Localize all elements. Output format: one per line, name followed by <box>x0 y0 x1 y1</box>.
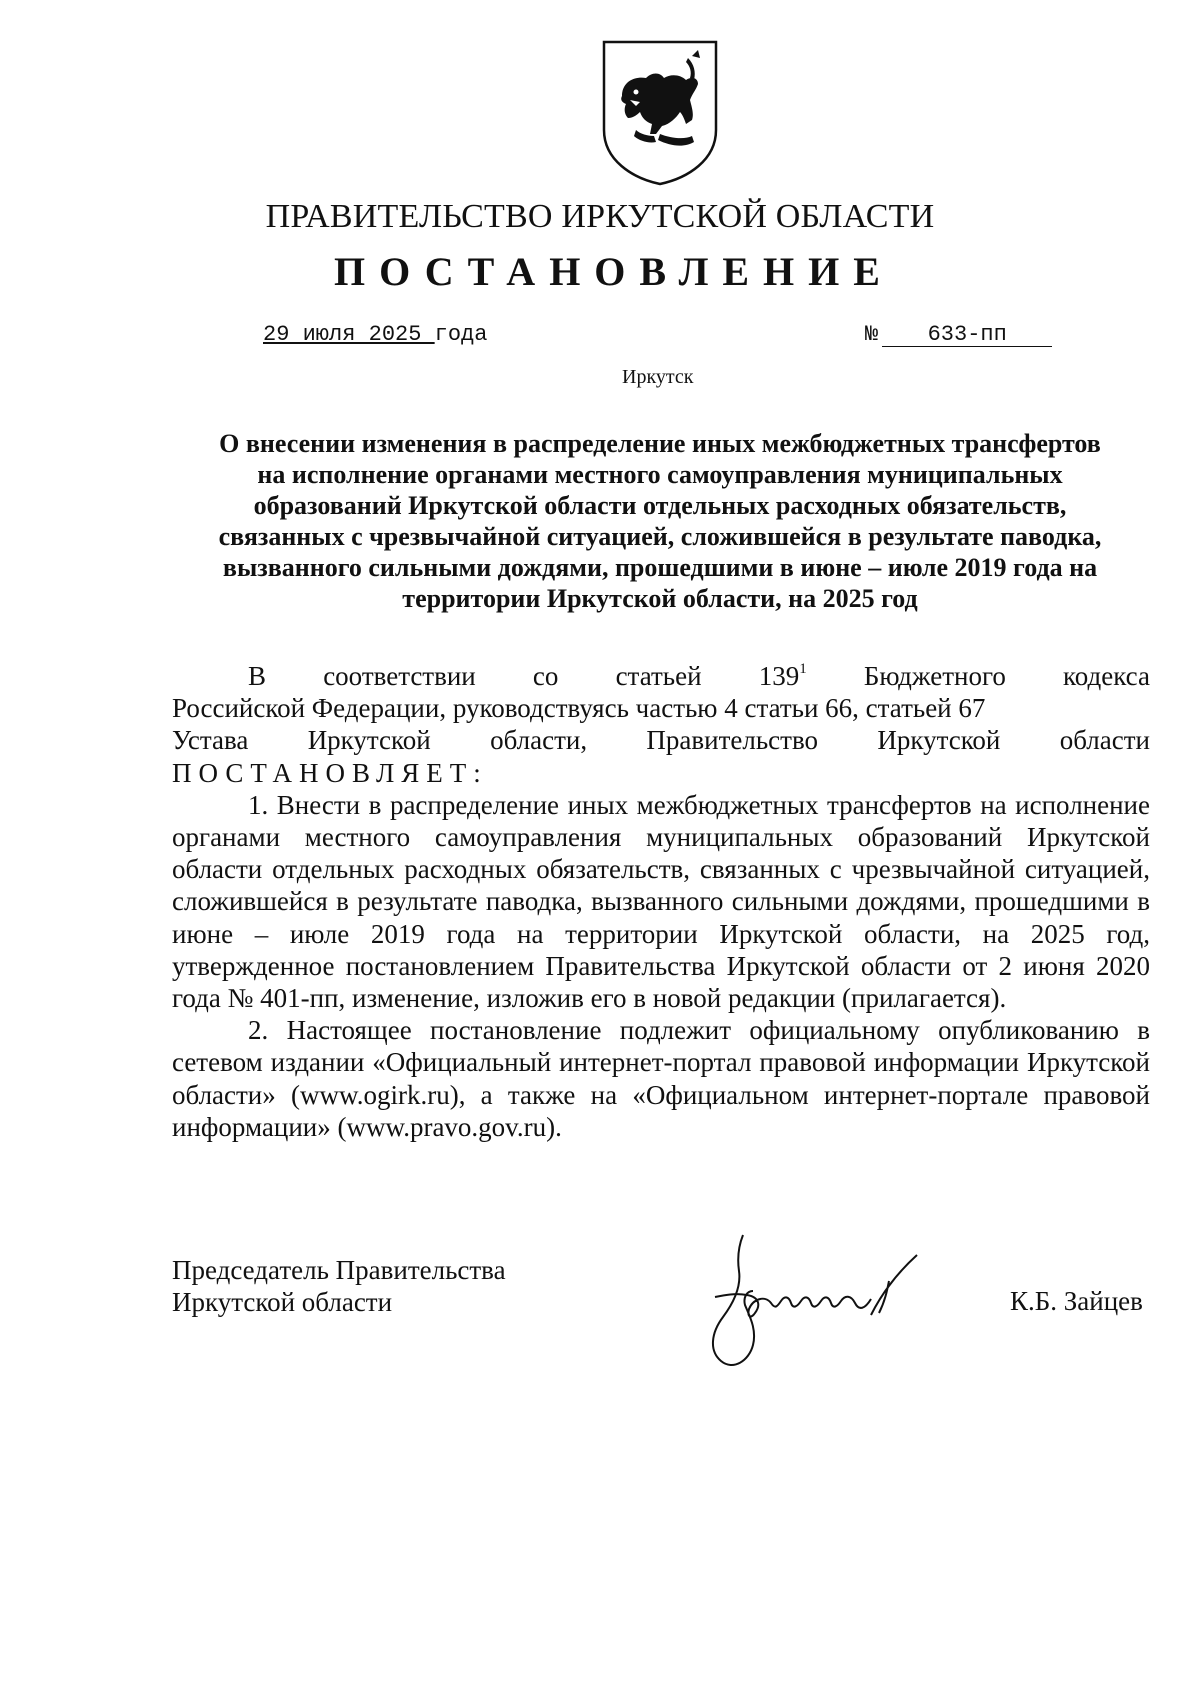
handwritten-signature-icon <box>695 1225 965 1375</box>
signer-name: К.Б. Зайцев <box>1010 1286 1143 1316</box>
preamble-line <box>172 660 1150 692</box>
signer-position <box>172 1254 506 1318</box>
preamble-word: со <box>532 661 559 691</box>
date-suffix: года <box>434 322 488 347</box>
document-date <box>263 322 487 347</box>
preamble-word: Иркутской <box>877 725 1001 756</box>
decree-word <box>172 757 1150 789</box>
number-label: № <box>865 322 879 347</box>
number-value: 633-пп <box>882 324 1052 347</box>
title-line: на исполнение органами местного самоуправления муниципальных <box>257 460 1063 489</box>
irkutsk-coat-of-arms-icon <box>600 38 720 188</box>
title-line: вызванного сильными дождями, прошедшими в июне – июле 2019 года на <box>222 553 1098 582</box>
preamble-word: В <box>248 661 267 691</box>
document-number <box>865 322 1052 347</box>
item-2: 2. Настоящее постановление подлежит официальному опубликованию в сетевом издании «Официальный интернет-портал правовой информации Иркутской области» (www.ogirk.ru), а также на «Официальном интернет-портале правовой информации» (www.pravo.gov.ru). <box>172 1015 1150 1142</box>
title-line: территории Иркутской области, на 2025 год <box>402 584 918 613</box>
preamble-word: области, <box>490 725 588 756</box>
document-title <box>170 428 1150 614</box>
preamble-word: соответствии <box>323 661 476 691</box>
position-line: Иркутской области <box>172 1287 393 1317</box>
preamble-word: статьей <box>615 661 702 691</box>
decree-word-text: ПОСТАНОВЛЯЕТ: <box>172 757 488 788</box>
item-1: 1. Внести в распределение иных межбюджетных трансфертов на исполнение органами местного самоуправления муниципальных образований Иркутской области отдельных расходных обязательств, связанных с чрезвычайной ситуацией, сложившейся в результате паводка, вызванного сильными дождями, прошедшими в июне – июле 2019 года на территории Иркутской области, на 2025 год, утвержденное постановлением Правительства Иркутской области от 2 июня 2020 года № 401-пп, изменение, изложив его в новой редакции (прилагается). <box>172 789 1150 1014</box>
preamble-line <box>172 692 1150 724</box>
article-superscript: 1 <box>799 661 807 677</box>
preamble-text: Российской Федерации, руководствуясь частью 4 статьи 66, статьей 67 <box>172 693 986 724</box>
title-line: образований Иркутской области отдельных расходных обязательств, <box>253 491 1067 520</box>
article-reference <box>759 660 807 692</box>
document-city: Иркутск <box>622 366 694 388</box>
document-body <box>172 660 1150 1143</box>
title-line: связанных с чрезвычайной ситуацией, сложившейся в результате паводка, <box>218 522 1102 551</box>
title-line: О внесении изменения в распределение иных межбюджетных трансфертов <box>219 429 1101 458</box>
preamble-word: Устава <box>172 725 249 756</box>
position-line: Председатель Правительства <box>172 1255 506 1285</box>
preamble-line <box>172 724 1150 756</box>
date-value: 29 июля 2025 <box>263 322 435 347</box>
preamble-word: Бюджетного <box>863 661 1006 691</box>
article-number: 139 <box>758 661 800 691</box>
document-type: ПОСТАНОВЛЕНИЕ <box>334 249 894 294</box>
government-name: ПРАВИТЕЛЬСТВО ИРКУТСКОЙ ОБЛАСТИ <box>265 198 935 235</box>
preamble-word: области <box>1059 725 1150 756</box>
preamble-word: Иркутской <box>307 725 431 756</box>
preamble-word: Правительство <box>646 725 819 756</box>
preamble-word: кодекса <box>1063 661 1150 691</box>
